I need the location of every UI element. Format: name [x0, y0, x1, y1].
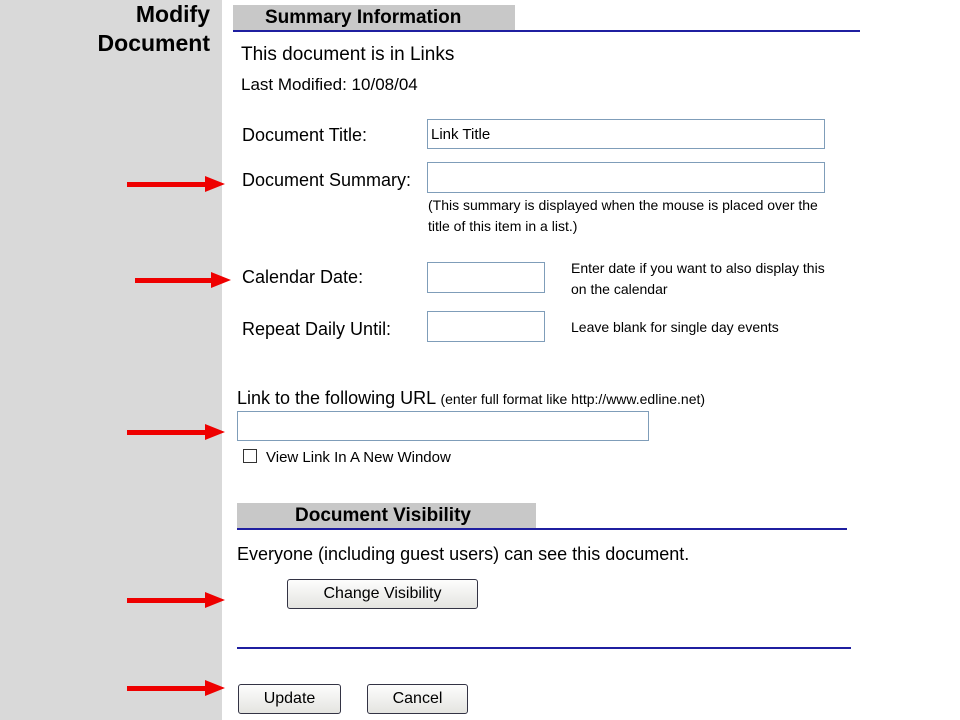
new-window-label: View Link In A New Window	[266, 449, 451, 466]
red-arrow-icon	[127, 680, 225, 696]
page-title-line1: Modify	[135, 1, 210, 27]
new-window-checkbox[interactable]	[243, 449, 257, 463]
document-summary-input[interactable]	[427, 162, 825, 193]
document-summary-label: Document Summary:	[242, 170, 412, 190]
document-summary-help: (This summary is displayed when the mouse is placed over the title of this item in a list.)	[428, 197, 818, 234]
visibility-section-header: Document Visibility	[237, 503, 536, 528]
change-visibility-button[interactable]: Change Visibility	[287, 579, 478, 609]
repeat-daily-input[interactable]	[427, 311, 545, 342]
link-url-input[interactable]	[237, 411, 649, 441]
document-title-input[interactable]	[427, 119, 825, 149]
repeat-daily-help: Leave blank for single day events	[571, 319, 779, 335]
page-title-line2: Document	[97, 30, 210, 56]
link-url-label-text: Link to the following URL	[237, 388, 436, 408]
cancel-button[interactable]: Cancel	[367, 684, 468, 714]
calendar-date-label: Calendar Date:	[242, 267, 364, 287]
summary-section-rule	[233, 30, 860, 32]
red-arrow-icon	[127, 176, 225, 192]
red-arrow-icon	[127, 424, 225, 440]
repeat-daily-label: Repeat Daily Until:	[242, 319, 392, 339]
update-button[interactable]: Update	[238, 684, 341, 714]
link-url-hint: (enter full format like http://www.edline.net)	[440, 391, 706, 407]
last-modified-text: Last Modified: 10/08/04	[241, 75, 418, 94]
calendar-date-help: Enter date if you want to also display this on the calendar	[571, 260, 825, 297]
document-location-text: This document is in Links	[241, 44, 455, 65]
visibility-status-text: Everyone (including guest users) can see this document.	[237, 544, 690, 564]
calendar-date-input[interactable]	[427, 262, 545, 293]
red-arrow-icon	[135, 272, 231, 288]
visibility-section-rule	[237, 528, 847, 530]
document-title-label: Document Title:	[242, 125, 368, 145]
link-url-label	[237, 388, 705, 409]
summary-section-header: Summary Information	[233, 5, 515, 30]
page-title	[10, 0, 210, 58]
sidebar	[0, 0, 222, 720]
red-arrow-icon	[127, 592, 225, 608]
actions-divider	[237, 647, 851, 649]
